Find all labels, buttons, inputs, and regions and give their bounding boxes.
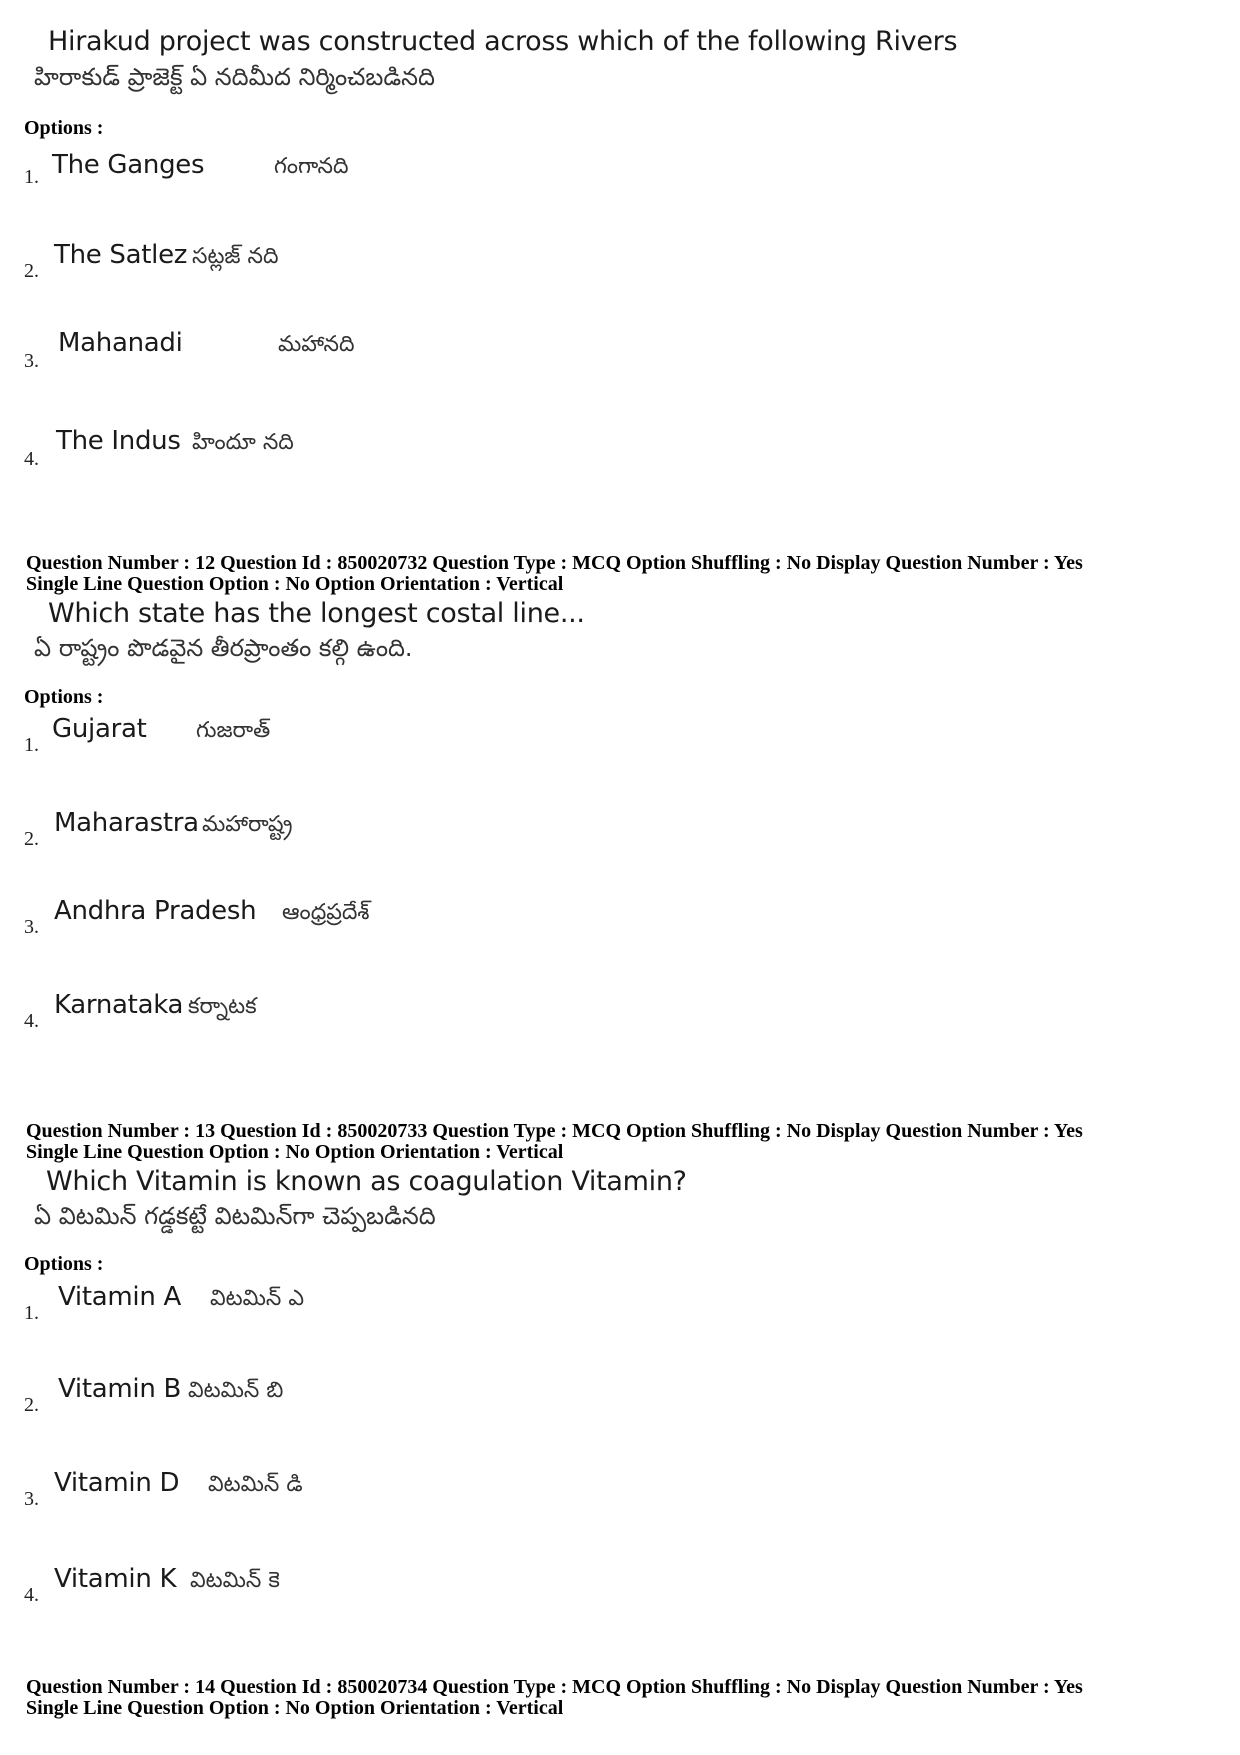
question-text-english: Hirakud project was constructed across which of the following Rivers xyxy=(48,26,958,57)
question-text-telugu: ఏ రాష్ట్రం పొడవైన తీరప్రాంతం కల్గి ఉంది. xyxy=(34,634,413,662)
option-text-telugu: విటమిన్ డి xyxy=(208,1472,303,1497)
question-meta-line-2: Single Line Question Option : No Option Orientation : Vertical xyxy=(26,1141,564,1163)
option-text-english: Vitamin A xyxy=(58,1282,181,1312)
option-number: 2. xyxy=(24,828,39,850)
option-text-telugu: మహానది xyxy=(278,332,355,357)
option-item xyxy=(0,1282,700,1342)
option-text-telugu: విటమిన్ కె xyxy=(190,1568,280,1593)
question-text-telugu: ఏ విటమిన్ గడ్డకట్టే విటమిన్‌గా చెప్పబడినది xyxy=(34,1202,436,1230)
option-item xyxy=(0,714,700,774)
option-number: 3. xyxy=(24,916,39,938)
option-item xyxy=(0,990,700,1050)
options-label: Options : xyxy=(24,686,104,708)
question-text-english: Which state has the longest costal line... xyxy=(48,598,585,629)
option-text-telugu: విటమిన్ ఎ xyxy=(210,1286,304,1311)
option-item xyxy=(0,1374,700,1434)
option-text-english: Vitamin B xyxy=(58,1374,181,1404)
option-text-telugu: సట్లజ్ నది xyxy=(192,244,279,269)
option-number: 4. xyxy=(24,448,39,470)
question-meta-line-1: Question Number : 14 Question Id : 850020734 Question Type : MCQ Option Shuffling : No Display Question Number : Yes xyxy=(26,1676,1083,1698)
option-text-english: Maharastra xyxy=(54,808,199,838)
option-number: 3. xyxy=(24,350,39,372)
option-number: 2. xyxy=(24,1394,39,1416)
option-number: 4. xyxy=(24,1584,39,1606)
option-number: 2. xyxy=(24,260,39,282)
option-item xyxy=(0,240,700,300)
option-number: 3. xyxy=(24,1488,39,1510)
question-meta-line-1: Question Number : 13 Question Id : 850020733 Question Type : MCQ Option Shuffling : No Display Question Number : Yes xyxy=(26,1120,1083,1142)
option-text-english: The Ganges xyxy=(52,150,205,180)
option-text-telugu: గుజరాత్ xyxy=(196,718,271,743)
option-text-english: The Satlez xyxy=(54,240,188,270)
option-item xyxy=(0,1564,700,1624)
option-number: 1. xyxy=(24,1302,39,1324)
question-text-telugu: హిరాకుడ్ ప్రాజెక్ట్ ఏ నదిమీద నిర్మించబడినది xyxy=(34,63,435,91)
option-text-english: Vitamin K xyxy=(54,1564,177,1594)
option-number: 1. xyxy=(24,734,39,756)
option-item xyxy=(0,896,700,956)
option-text-english: The Indus xyxy=(56,426,181,456)
option-number: 4. xyxy=(24,1010,39,1032)
question-text-english: Which Vitamin is known as coagulation Vitamin? xyxy=(46,1166,687,1197)
option-text-telugu: హిందూ నది xyxy=(192,430,294,455)
option-text-english: Andhra Pradesh xyxy=(54,896,257,926)
options-label: Options : xyxy=(24,117,104,139)
option-text-telugu: గంగానది xyxy=(274,154,349,179)
option-text-english: Gujarat xyxy=(52,714,147,744)
option-text-telugu: కర్నాటక xyxy=(188,994,257,1019)
option-item xyxy=(0,1468,700,1528)
option-text-english: Vitamin D xyxy=(54,1468,180,1498)
question-meta-line-2: Single Line Question Option : No Option Orientation : Vertical xyxy=(26,573,564,595)
question-meta-line-1: Question Number : 12 Question Id : 850020732 Question Type : MCQ Option Shuffling : No Display Question Number : Yes xyxy=(26,552,1083,574)
option-text-english: Karnataka xyxy=(54,990,184,1020)
option-number: 1. xyxy=(24,166,39,188)
option-text-telugu: విటమిన్ బి xyxy=(188,1378,284,1403)
option-text-telugu: ఆంధ్రప్రదేశ్ xyxy=(282,900,370,925)
option-item xyxy=(0,148,700,208)
option-item xyxy=(0,426,700,486)
option-item xyxy=(0,808,700,868)
option-text-telugu: మహారాష్ట్ర xyxy=(202,812,293,837)
options-label: Options : xyxy=(24,1253,104,1275)
option-text-english: Mahanadi xyxy=(58,328,183,358)
option-item xyxy=(0,328,700,388)
question-meta-line-2: Single Line Question Option : No Option Orientation : Vertical xyxy=(26,1697,564,1719)
